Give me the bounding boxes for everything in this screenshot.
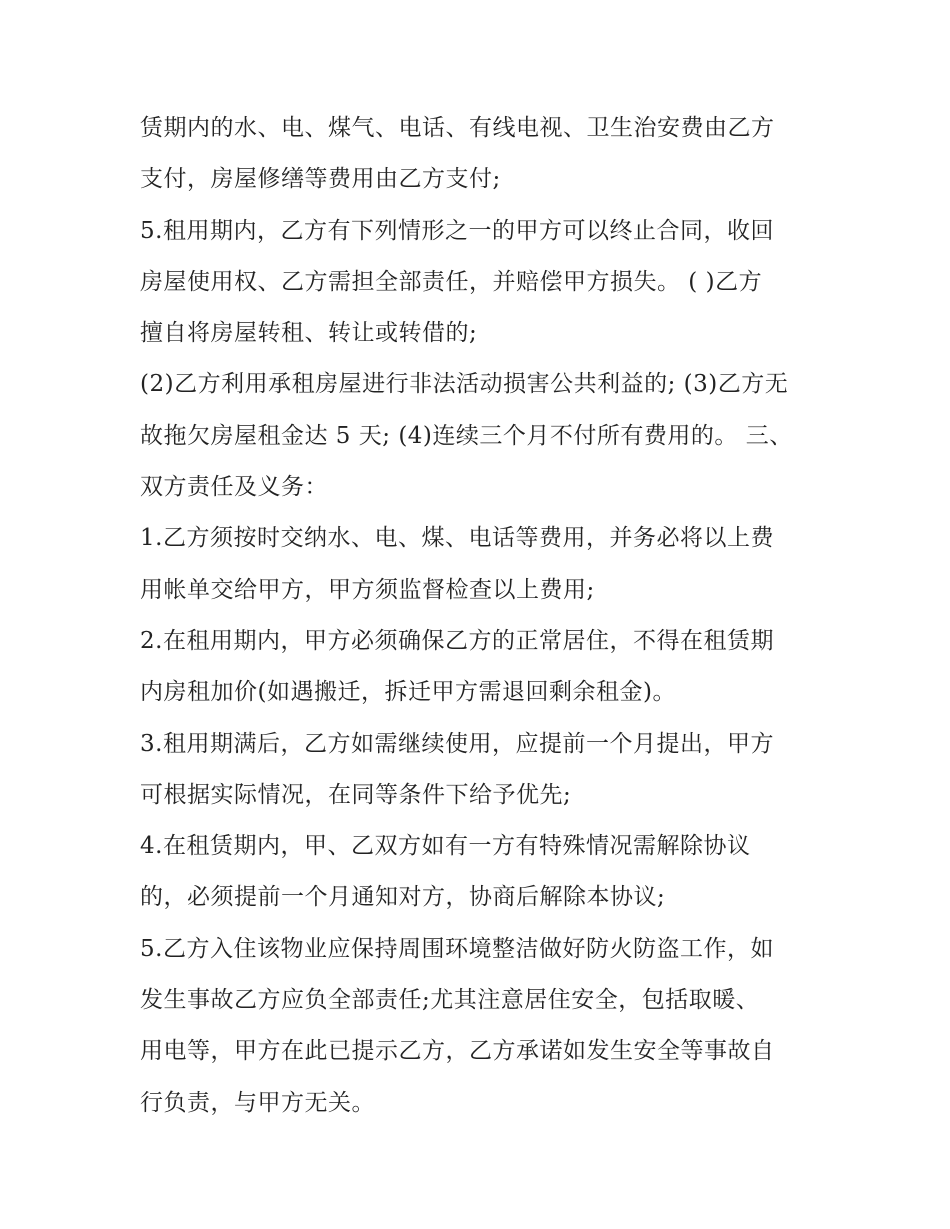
text-line: 2.在租用期内，甲方必须确保乙方的正常居住，不得在租赁期 xyxy=(140,627,774,654)
text-line: (2)乙方利用承租房屋进行非法活动损害公共利益的; (3)乙方无 xyxy=(140,371,789,398)
text-line: 支付，房屋修缮等费用由乙方支付; xyxy=(140,166,501,193)
text-line: 故拖欠房屋租金达 5 天; (4)连续三个月不付所有费用的。 三、 xyxy=(140,422,793,449)
text-line: 内房租加价(如遇搬迁，拆迁甲方需退回剩余租金)。 xyxy=(140,679,676,706)
text-line: 双方责任及义务： xyxy=(140,474,328,501)
text-line: 用电等，甲方在此已提示乙方，乙方承诺如发生安全等事故自 xyxy=(140,1038,775,1065)
text-line: 5.租用期内，乙方有下列情形之一的甲方可以终止合同，收回 xyxy=(140,217,774,244)
text-line: 可根据实际情况，在同等条件下给予优先; xyxy=(140,781,572,808)
text-line: 用帐单交给甲方，甲方须监督检查以上费用; xyxy=(140,576,595,603)
text-line: 擅自将房屋转租、转让或转借的; xyxy=(140,320,478,347)
text-line: 5.乙方入住该物业应保持周围环境整洁做好防火防盗工作，如 xyxy=(140,935,774,962)
text-line: 房屋使用权、乙方需担全部责任，并赔偿甲方损失。 ( )乙方 xyxy=(140,268,763,295)
text-line: 1.乙方须按时交纳水、电、煤、电话等费用，并务必将以上费 xyxy=(140,525,774,552)
text-line: 的，必须提前一个月通知对方，协商后解除本协议; xyxy=(140,884,666,911)
document-body xyxy=(140,103,820,1129)
text-line: 发生事故乙方应负全部责任;尤其注意居住安全，包括取暖、 xyxy=(140,987,760,1014)
text-line: 行负责，与甲方无关。 xyxy=(140,1089,375,1116)
text-line: 赁期内的水、电、煤气、电话、有线电视、卫生治安费由乙方 xyxy=(140,115,775,141)
text-line: 4.在租赁期内，甲、乙双方如有一方有特殊情况需解除协议 xyxy=(140,833,751,860)
text-line: 3.租用期满后，乙方如需继续使用，应提前一个月提出，甲方 xyxy=(140,730,774,757)
